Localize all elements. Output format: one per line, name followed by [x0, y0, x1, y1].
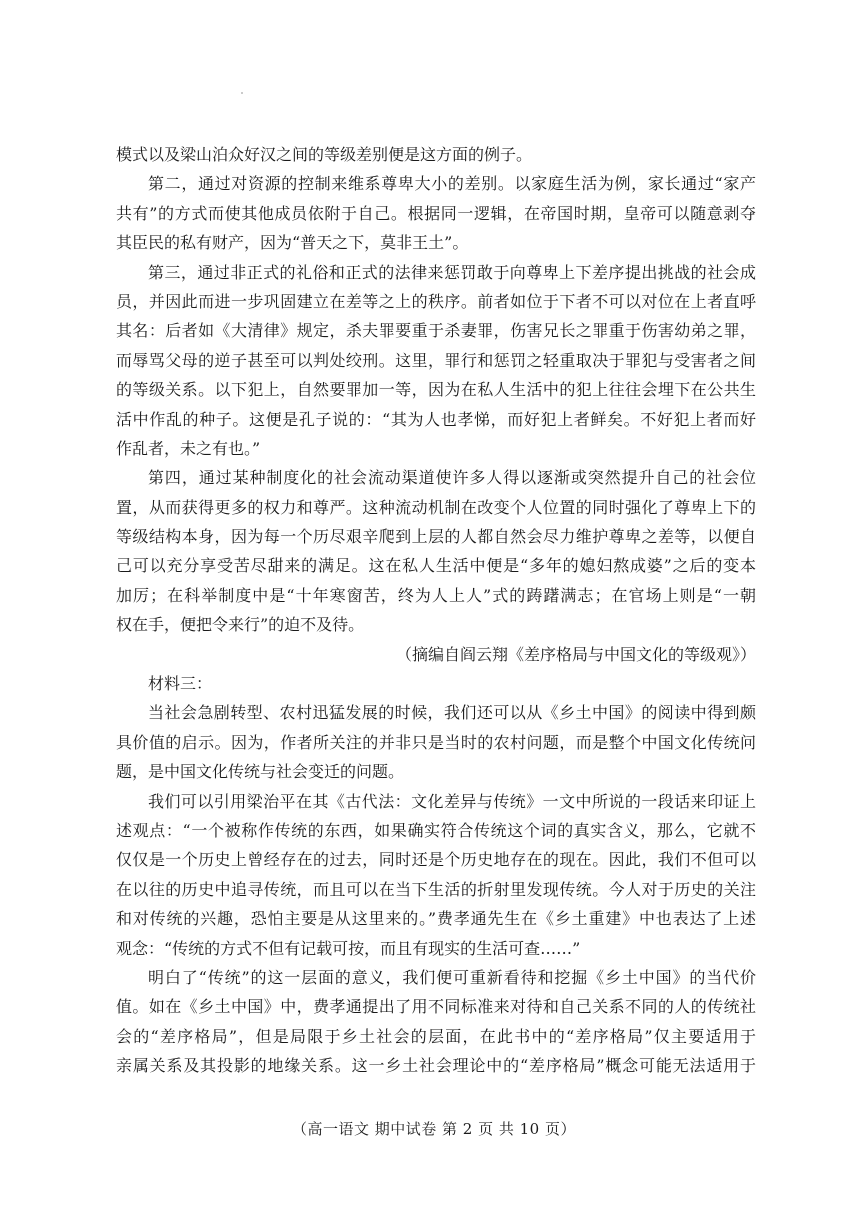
- text-line: 值。如在《乡土中国》中，费孝通提出了用不同标准来对待和自己关系不同的人的传统社: [116, 997, 756, 1017]
- text-line: 其名：后者如《大清律》规定，杀夫罪要重于杀妻罪，伤害兄长之罪重于伤害幼弟之罪，: [116, 321, 756, 341]
- text-line: 第三，通过非正式的礼俗和正式的法律来惩罚敢于向尊卑上下差序提出挑战的社会成: [148, 262, 756, 282]
- text-line: 和对传统的兴趣，恐怕主要是从这里来的。”费孝通先生在《乡土重建》中也表达了上述: [116, 909, 756, 929]
- text-line: 等级结构本身，因为每一个历尽艰辛爬到上层的人都自然会尽力维护尊卑之差等，以便自: [116, 527, 756, 547]
- body-text: [116, 140, 756, 1081]
- text-line: 观念：“传统的方式不但有记载可按，而且有现实的生活可查……”: [116, 938, 581, 958]
- text-line: 的等级关系。以下犯上，自然要罪加一等，因为在私人生活中的犯上往往会埋下在公共生: [116, 380, 756, 400]
- text-line: 会的“差序格局”，但是局限于乡土社会的层面，在此书中的“差序格局”仅主要适用于: [116, 1026, 756, 1046]
- source-note: （摘编自阎云翔《差序格局与中国文化的等级观》）: [395, 644, 756, 664]
- text-line: 题，是中国文化传统与社会变迁的问题。: [116, 762, 405, 782]
- text-line: 模式以及梁山泊众好汉之间的等级差别便是这方面的例子。: [116, 145, 533, 164]
- text-line: 明白了“传统”的这一层面的意义，我们便可重新看待和挖掘《乡土中国》的当代价: [148, 967, 756, 987]
- text-line: 员，并因此而进一步巩固建立在差等之上的秩序。前者如位于下者不可以对位在上者直呼: [116, 291, 756, 311]
- text-line: 具价值的启示。因为，作者所关注的并非只是当时的农村问题，而是整个中国文化传统问: [116, 732, 756, 752]
- text-line: 第二，通过对资源的控制来维系尊卑大小的差别。以家庭生活为例，家长通过“家产: [148, 174, 756, 194]
- text-line: 活中作乱的种子。这便是孔子说的：“其为人也孝悌，而好犯上者鲜矣。不好犯上者而好: [116, 409, 756, 429]
- text-line: 作乱者，未之有也。”: [116, 438, 261, 458]
- text-line: 共有”的方式而使其他成员依附于自己。根据同一逻辑，在帝国时期，皇帝可以随意剥夺: [116, 203, 756, 223]
- text-line: 权在手，便把令来行”的迫不及待。: [116, 615, 365, 635]
- text-line: 当社会急剧转型、农村迅猛发展的时候，我们还可以从《乡土中国》的阅读中得到颇: [148, 703, 756, 723]
- text-line: 加厉；在科举制度中是“十年寒窗苦，终为人上人”式的踌躇满志；在官场上则是“一朝: [116, 585, 756, 605]
- text-line: 己可以充分享受苦尽甜来的满足。这在私人生活中便是“多年的媳妇熬成婆”之后的变本: [116, 556, 756, 576]
- page-footer: （高一语文 期中试卷 第 2 页 共 10 页）: [291, 1120, 576, 1138]
- text-line: 述观点：“一个被称作传统的东西，如果确实符合传统这个词的真实含义，那么，它就不: [116, 820, 756, 840]
- section-label: 材料三：: [148, 674, 213, 694]
- text-line: 在以往的历史中追寻传统，而且可以在当下生活的折射里发现传统。今人对于历史的关注: [116, 879, 756, 899]
- text-line: 第四，通过某种制度化的社会流动渠道使许多人得以逐渐或突然提升自己的社会位: [148, 468, 756, 488]
- text-line: 其臣民的私有财产，因为“普天之下，莫非王土”。: [116, 233, 469, 253]
- text-line: 我们可以引用梁治平在其《古代法：文化差异与传统》一文中所说的一段话来印证上: [148, 791, 756, 811]
- text-line: 置，从而获得更多的权力和尊严。这种流动机制在改变个人位置的同时强化了尊卑上下的: [116, 497, 756, 517]
- text-line: 而辱骂父母的逆子甚至可以判处绞刑。这里，罪行和惩罚之轻重取决于罪犯与受害者之间: [116, 350, 756, 370]
- text-line: 亲属关系及其投影的地缘关系。这一乡土社会理论中的“差序格局”概念可能无法适用于: [116, 1056, 756, 1076]
- text-line: 仅仅是一个历史上曾经存在的过去，同时还是个历史地存在的现在。因此，我们不但可以: [116, 850, 756, 870]
- scan-speck: [241, 92, 243, 94]
